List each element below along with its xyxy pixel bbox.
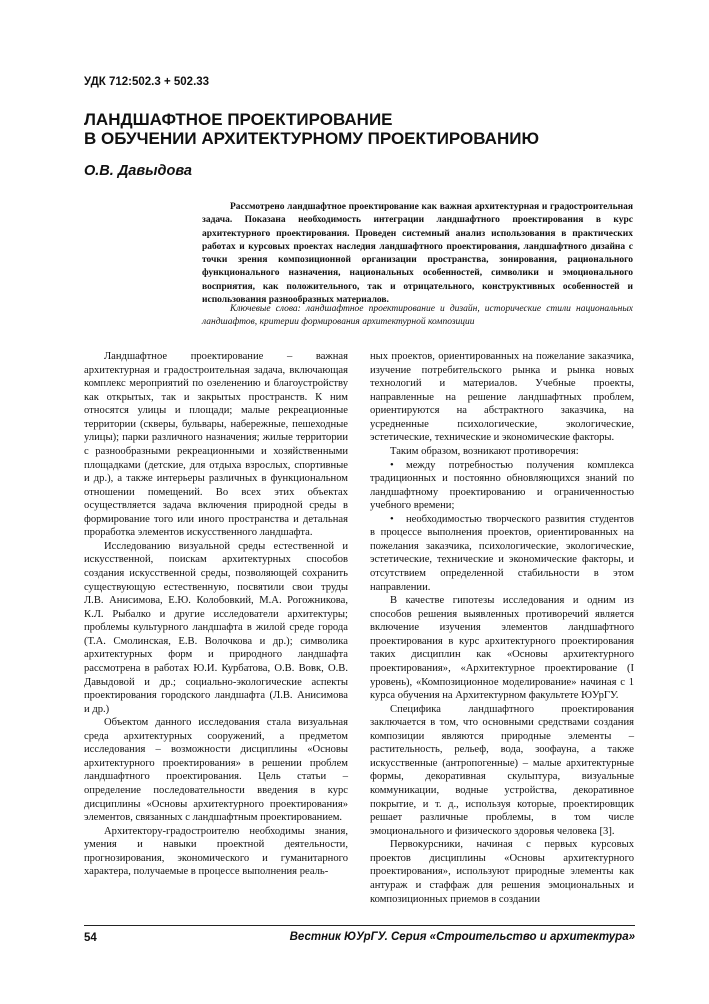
udc-code: УДК 712:502.3 + 502.33 — [84, 76, 210, 88]
author-name: О.В. Давыдова — [84, 163, 192, 179]
keywords-text: Ключевые слова: ландшафтное проектирование и дизайн, исторические стили национальных ландшафтов, критерии формирования архитектурной композиции — [202, 304, 633, 328]
paragraph: Специфика ландшафтного проектирования заключается в том, что основными средствами создания композиции являются природные элементы – растительность, рельеф, вода, зоофауна, а также искусственные (антропогенные) – малые архитектурные формы, декоративная скульптура, визуальные коммуникации, водные устройства, декоративное покрытие, и т. д., используя которые, проектировщик решает различные проблемы, в том числе эмоционального и физического здоровья человека [3]. — [370, 703, 634, 837]
abstract-text: Рассмотрено ландшафтное проектирование как важная архитектурная и градостроительная задача. Показана необходимость интеграции ландшафтного проектирования в курс архитектурного проектирования. Проведен системный анализ использования в практических работах и курсовых проектах наследия ландшафтного проектирования, ландшафтного дизайна с точки зрения композиционной организации пространства, зонирования, рационального функционального назначения, национальных особенностей, символики и эмоционального восприятия, как положительного, так и отрицательного, конструктивных особенностей и использования разнообразных материалов. — [202, 202, 633, 306]
title-line-1: ЛАНДШАФТНОЕ ПРОЕКТИРОВАНИЕ — [84, 110, 393, 129]
paragraph: Первокурсники, начиная с первых курсовых проектов дисциплины «Основы архитектурного проектирования», используют природные элементы как антураж и стаффаж для решения эмоциональных и композиционных приемов в создании — [370, 839, 634, 905]
paragraph: Ландшафтное проектирование – важная архитектурная и градостроительная задача, включающая комплекс мероприятий по озеленению и благоустройству как открытых, так и закрытых пространств. К ним относятся улицы и площади; малые рекреационные территории (скверы, бульвары, набережные, пешеходные улицы); парки различного назначения; жилые территории с разнообразными рекреационными и хозяйственными площадками (детские, для отдыха взрослых, спортивные и др.), а также интерьеры различных в функциональном отношении помещений. Во всех этих объектах осуществляется задача включения природной среды в формирование того или иного пространства и детальная проработка элементов искусственного ландшафта. — [84, 351, 348, 539]
bullet-text: между потребностью получения комплекса традиционных и постоянно обновляющихся знаний по ландшафтному проектированию и ограниченностью учебного времени; — [370, 459, 634, 512]
bullet-icon: • — [390, 513, 394, 525]
abstract — [202, 201, 633, 307]
paragraph: Объектом данного исследования стала визуальная среда архитектурных сооружений, а предметом исследования – возможности дисциплины «Основы архитектурного проектирования» в решении проблем ландшафтного проектирования. Цель статьи – определение последовательности введения в курс дисциплины «Основы архитектурного проектирования» элементов, связанных с ландшафтным проектированием. — [84, 717, 348, 824]
left-column — [84, 350, 348, 879]
right-column — [370, 350, 634, 906]
paragraph: Архитектору-градостроителю необходимы знания, умения и навыки проектной деятельности, прогнозирования, экономического и гуманитарного характера, получаемые в процессе выполнения реаль- — [84, 825, 348, 878]
bullet-item — [370, 459, 634, 513]
paragraph: В качестве гипотезы исследования и одним из способов решения выявленных противоречий является включение изучения элементов ландшафтного проектирования в курс архитектурного проектирования таких дисциплин как «Основы архитектурного проектирования», «Архитектурное проектирование (I уровень), «Композиционное моделирование» начиная с 1 курса обучения на Архитектурном факультете ЮУрГУ. — [370, 595, 634, 702]
article-title — [84, 110, 644, 148]
footer-divider — [84, 925, 635, 926]
bullet-text: необходимостью творческого развития студентов в процессе выполнения проектов, ориентированных на пожелания заказчика, психологические, экологические, эстетические, технические и экономические факторы, и отсутствием определенной стабильности в этом направлении. — [370, 513, 634, 593]
paragraph-continuation: ных проектов, ориентированных на пожелание заказчика, изучение потребительского рынка и рынка новых технологий и материалов. Учебные проекты, направленные на решение ландшафтных проблем, ориентируются на абстрактного заказчика, на усредненные психологические, экологические, эстетические, технические и экономические факторы. — [370, 351, 634, 444]
bullet-item — [370, 513, 634, 594]
bullet-icon: • — [390, 459, 394, 471]
journal-title: Вестник ЮУрГУ. Серия «Строительство и архитектура» — [289, 931, 635, 943]
paragraph: Исследованию визуальной среды естественной и искусственной, поискам архитектурных способов создания искусственной среды, позволяющей сохранить существующую естественную, посвятили свои труды Л.В. Анисимова, Е.Ю. Колобовкий, М.А. Рогожникова, К.Л. Рыбалко и другие исследователи архитектуры; проблемы культурного ландшафта в жилой среде города (Т.А. Смолинская, Е.В. Волочкова и др.); символика архитектурных форм и природного ландшафта рассмотрена в работах Ю.И. Курбатова, О.В. Вовк, О.В. Давыдовой и др.; социально-экологические аспекты проектирования городского ландшафта (Л.В. Анисимова и др.) — [84, 540, 348, 715]
keywords — [202, 303, 633, 330]
page-number: 54 — [84, 932, 97, 944]
title-line-2: В ОБУЧЕНИИ АРХИТЕКТУРНОМУ ПРОЕКТИРОВАНИЮ — [84, 129, 539, 148]
paragraph: Таким образом, возникают противоречия: — [390, 445, 579, 457]
